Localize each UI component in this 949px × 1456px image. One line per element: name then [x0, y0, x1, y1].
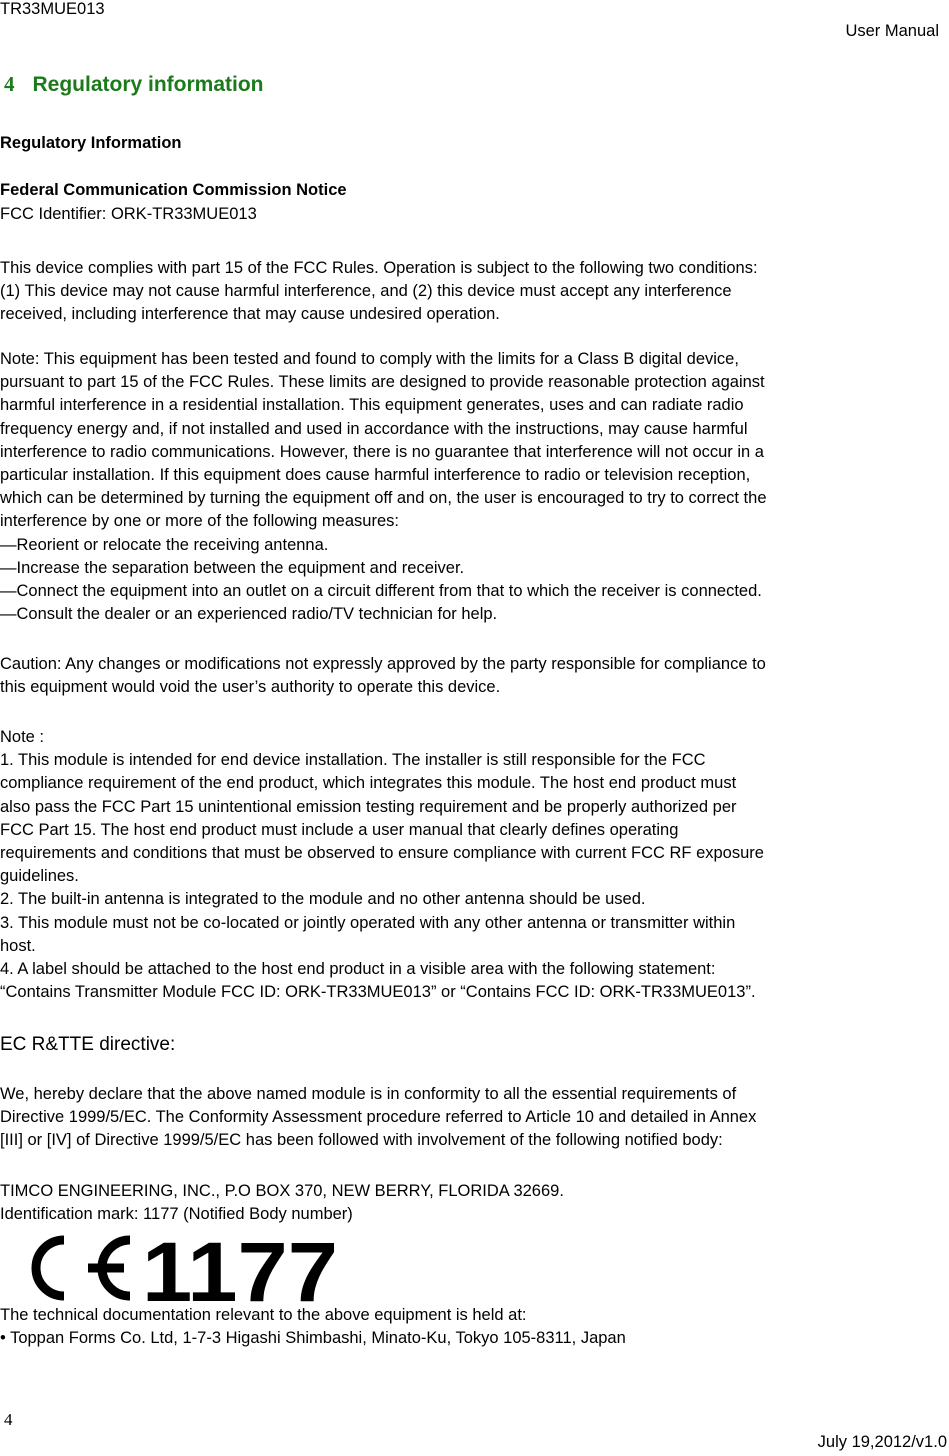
text-line: —Reorient or relocate the receiving antenna. [0, 535, 329, 554]
text-line: —Consult the dealer or an experienced radio/TV technician for help. [0, 605, 498, 624]
regulatory-title: Regulatory Information [0, 134, 182, 152]
documentation-paragraph [0, 1304, 949, 1350]
text-line: —Increase the separation between the equipment and receiver. [0, 558, 465, 577]
fcc-caution-paragraph [0, 653, 949, 699]
text-line: interference to radio communications. However, there is no guarantee that interference will not occur in a [0, 442, 764, 461]
text-line: frequency energy and, if not installed and used in accordance with the instructions, may cause harmful [0, 419, 748, 438]
text-line: [III] or [IV] of Directive 1999/5/EC has been followed with involvement of the following notified body: [0, 1131, 723, 1150]
ec-declaration-paragraph [0, 1083, 949, 1153]
text-line: which can be determined by turning the equipment off and on, the user is encouraged to try to correct the [0, 489, 767, 508]
text-line: interference by one or more of the following measures: [0, 512, 399, 531]
text-line: This device complies with part 15 of the FCC Rules. Operation is subject to the following two conditions: [0, 259, 758, 277]
text-line: guidelines. [0, 867, 79, 886]
fcc-identifier: FCC Identifier: ORK-TR33MUE013 [0, 205, 257, 223]
text-line: host. [0, 936, 36, 955]
text-line: 3. This module must not be co-located or jointly operated with any other antenna or transmitter within [0, 913, 736, 932]
ec-title: EC R&TTE directive: [0, 1034, 176, 1055]
text-line: • Toppan Forms Co. Ltd, 1-7-3 Higashi Shimbashi, Minato-Ku, Tokyo 105-8311, Japan [0, 1329, 626, 1348]
text-line: harmful interference in a residential installation. This equipment generates, uses and can radiate radio [0, 396, 744, 415]
text-line: Identification mark: 1177 (Notified Body number) [0, 1205, 353, 1224]
section-title: Regulatory information [32, 73, 264, 96]
module-note-paragraph [0, 726, 949, 1004]
text-line: Note: This equipment has been tested and found to comply with the limits for a Class B digital device, [0, 350, 739, 368]
text-line: We, hereby declare that the above named module is in conformity to all the essential requirements of [0, 1085, 737, 1103]
fcc-note-paragraph [0, 348, 949, 626]
text-line: —Connect the equipment into an outlet on a circuit different from that to which the receiver is connected. [0, 582, 762, 601]
text-line: requirements and conditions that must be observed to ensure compliance with current FCC RF exposure [0, 844, 764, 863]
doc-type: User Manual [845, 22, 939, 40]
text-line: FCC Part 15. The host end product must include a user manual that clearly defines operating [0, 820, 679, 839]
text-line: Note : [0, 728, 45, 746]
ce-mark-logo [2, 1230, 342, 1306]
text-line: (1) This device may not cause harmful interference, and (2) this device must accept any interference [0, 282, 732, 301]
text-line: Caution: Any changes or modifications not expressly approved by the party responsible for compliance to [0, 655, 766, 673]
fcc-compliance-paragraph [0, 257, 949, 327]
fcc-notice-title: Federal Communication Commission Notice [0, 181, 347, 199]
section-heading [4, 72, 264, 97]
text-line: received, including interference that may cause undesired operation. [0, 305, 500, 324]
text-line: 4. A label should be attached to the host end product in a visible area with the following statement: [0, 960, 716, 979]
footer-date-version: July 19,2012/v1.0 [817, 1433, 947, 1451]
text-line: this equipment would void the user’s authority to operate this device. [0, 678, 501, 697]
ce-mark-icon [2, 1230, 342, 1306]
text-line: pursuant to part 15 of the FCC Rules. These limits are designed to provide reasonable protection against [0, 373, 765, 392]
notified-body-paragraph [0, 1180, 949, 1226]
text-line: 1. This module is intended for end device installation. The installer is still responsible for the FCC [0, 751, 706, 770]
text-line: also pass the FCC Part 15 unintentional emission testing requirement and be properly authorized per [0, 797, 737, 816]
text-line: 2. The built-in antenna is integrated to the module and no other antenna should be used. [0, 890, 646, 909]
text-line: compliance requirement of the end product, which integrates this module. The host end product must [0, 774, 737, 793]
text-line: Directive 1999/5/EC. The Conformity Assessment procedure referred to Article 10 and detailed in Annex [0, 1108, 757, 1127]
ce-mark-number: 1177 [142, 1230, 338, 1306]
text-line: particular installation. If this equipment does cause harmful interference to radio or television reception, [0, 466, 751, 485]
doc-id: TR33MUE013 [0, 0, 105, 18]
text-line: The technical documentation relevant to the above equipment is held at: [0, 1306, 527, 1324]
text-line: TIMCO ENGINEERING, INC., P.O BOX 370, NEW BERRY, FLORIDA 32669. [0, 1182, 564, 1200]
page-number: 4 [4, 1410, 13, 1429]
text-line: “Contains Transmitter Module FCC ID: ORK-TR33MUE013” or “Contains FCC ID: ORK-TR33MUE013”. [0, 983, 756, 1002]
section-number: 4 [4, 72, 15, 96]
